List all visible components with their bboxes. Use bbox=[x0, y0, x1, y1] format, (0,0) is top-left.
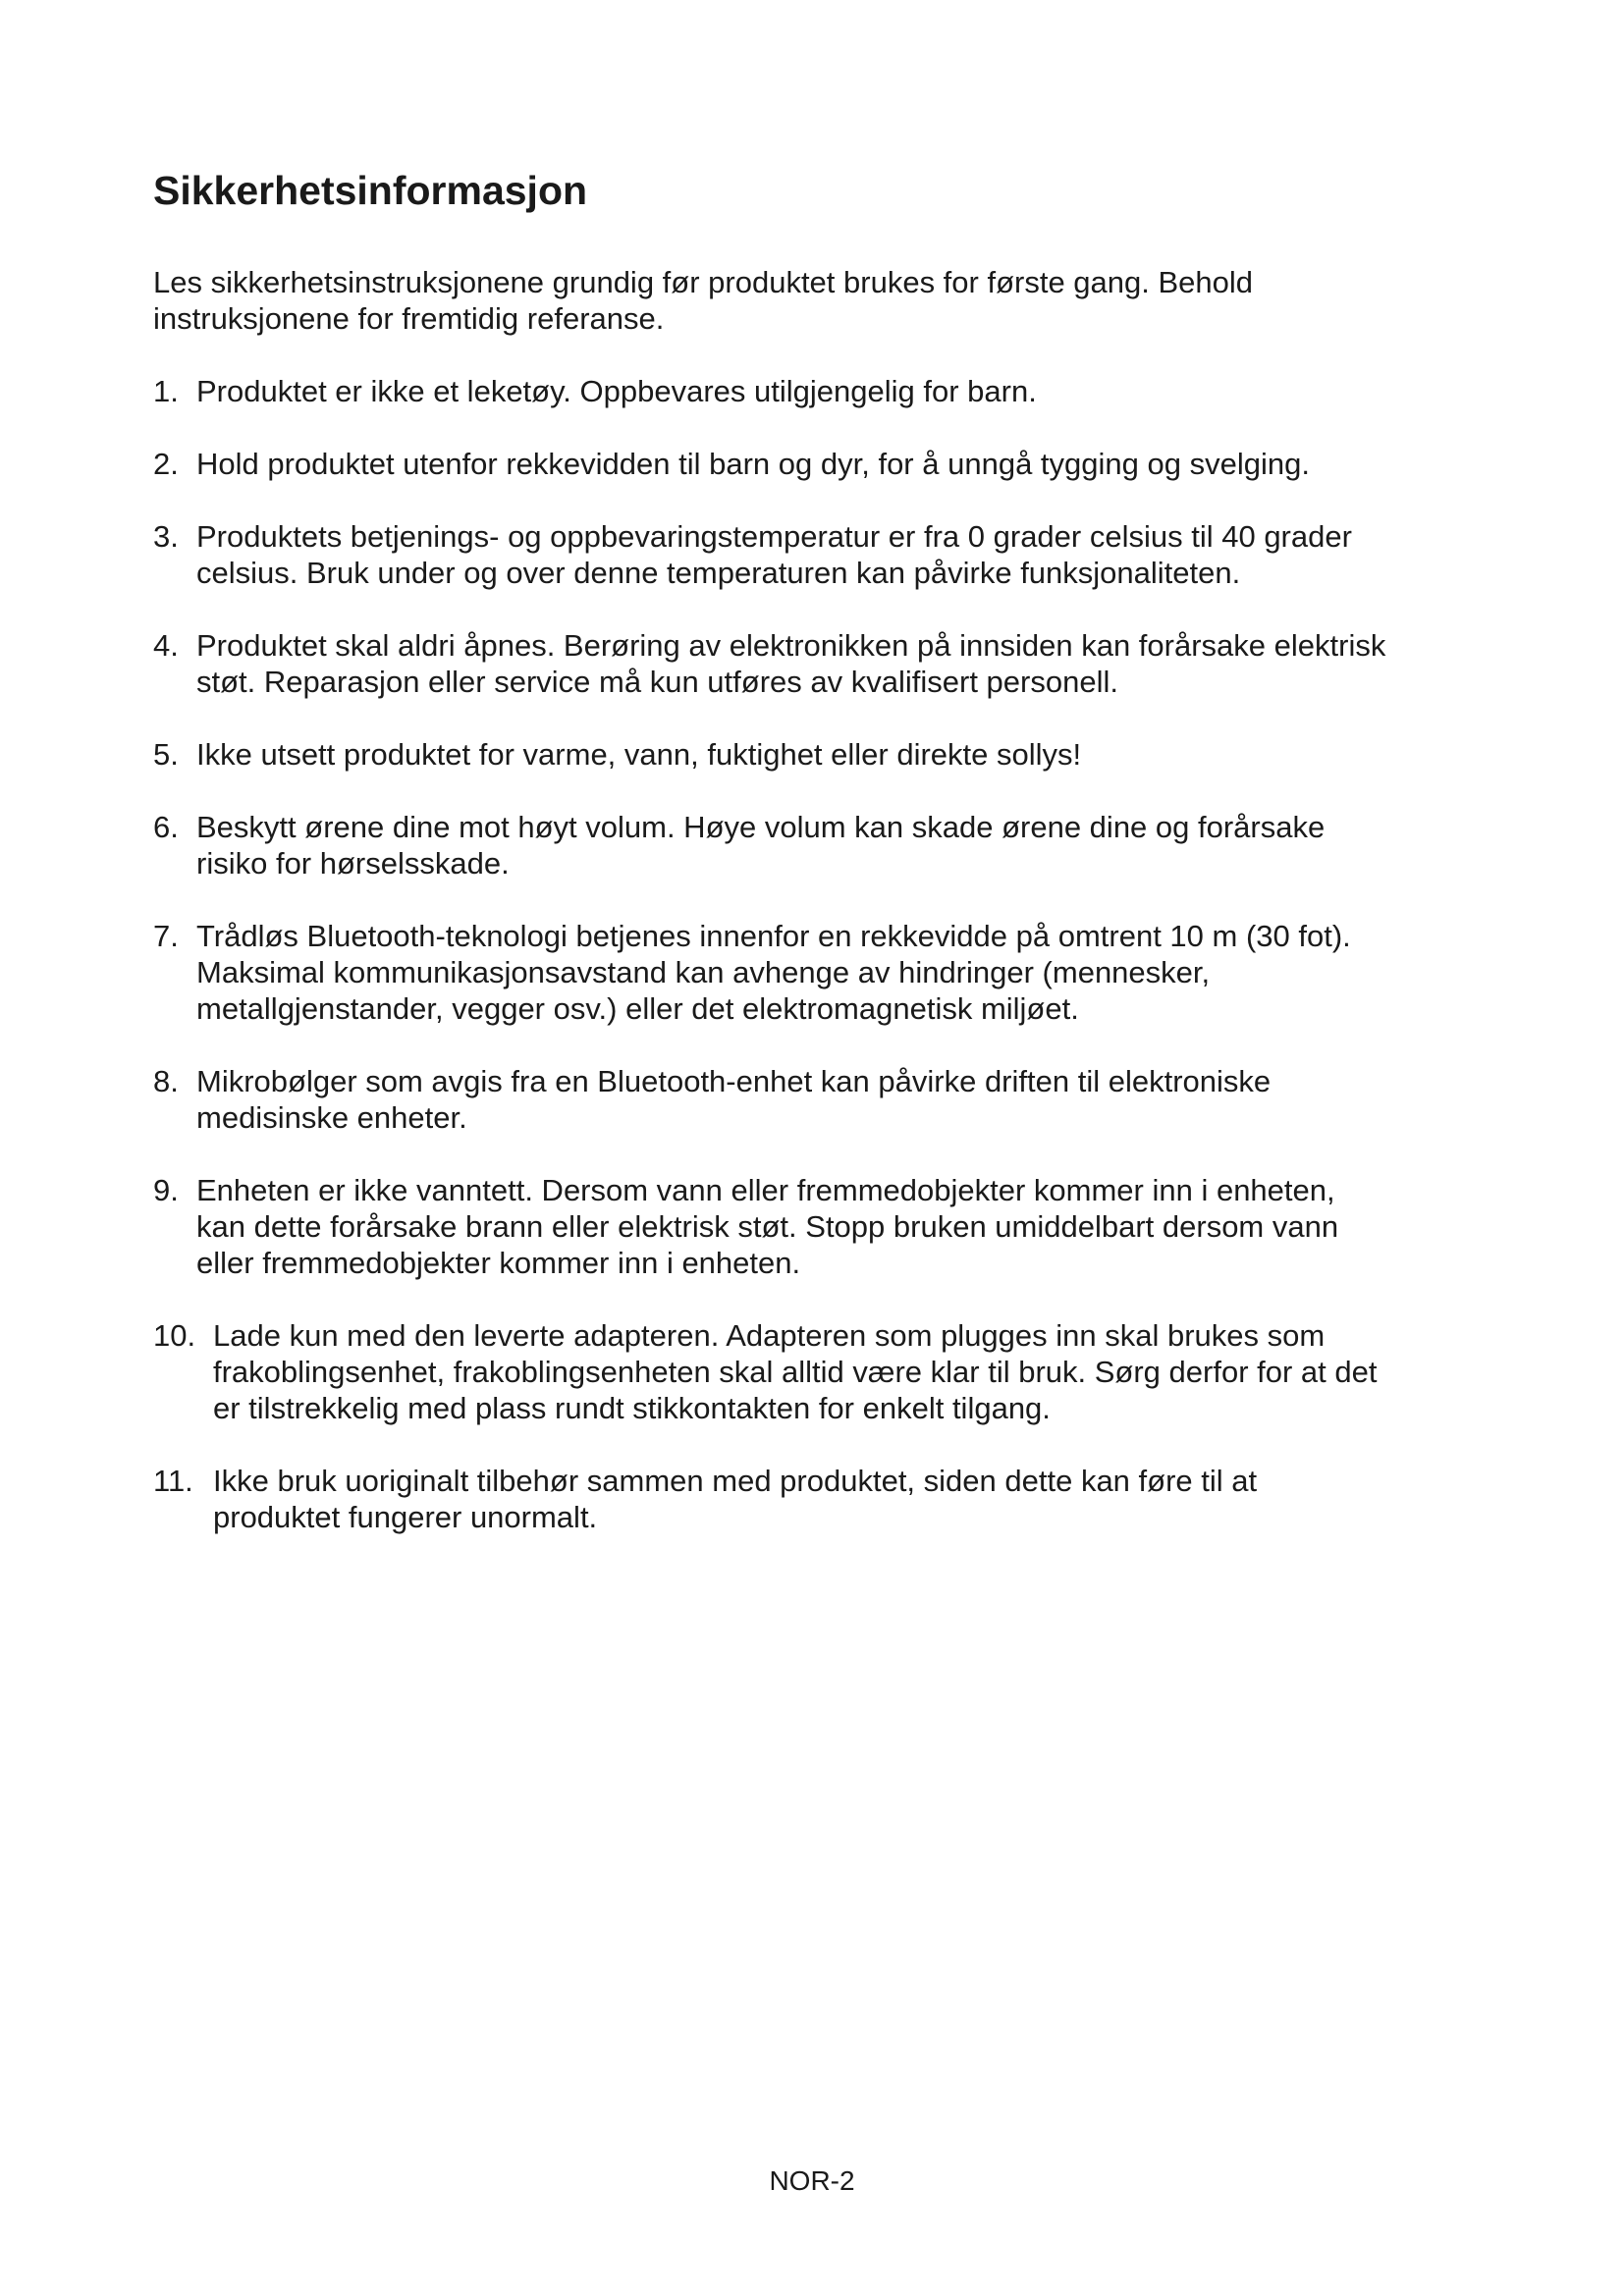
list-item-text: Produktet skal aldri åpnes. Berøring av elektronikken på innsiden kan forårsake elektrisk støt. Reparasjon eller service må kun utføres av kvalifisert personell. bbox=[196, 628, 1386, 700]
intro-paragraph: Les sikkerhetsinstruksjonene grundig før produktet brukes for første gang. Behold instruksjonene for fremtidig referanse. bbox=[153, 265, 1254, 337]
list-item-number: 5. bbox=[153, 737, 179, 773]
list-item bbox=[153, 373, 1390, 409]
list-item-number: 11. bbox=[153, 1464, 193, 1499]
list-item bbox=[153, 1463, 1390, 1535]
list-item-number: 10. bbox=[153, 1318, 196, 1354]
list-item-number: 3. bbox=[153, 519, 179, 555]
list-item-number: 8. bbox=[153, 1064, 179, 1099]
list-item-number: 6. bbox=[153, 810, 179, 845]
list-item-number: 2. bbox=[153, 447, 179, 482]
page-number: NOR-2 bbox=[769, 2165, 855, 2196]
list-item-text: Ikke utsett produktet for varme, vann, fuktighet eller direkte sollys! bbox=[196, 737, 1082, 773]
list-item bbox=[153, 1172, 1390, 1281]
list-item-number: 9. bbox=[153, 1173, 179, 1208]
document-content bbox=[153, 169, 1390, 1572]
list-item-text: Lade kun med den leverte adapteren. Adapteren som plugges inn skal brukes som frakoblingsenhet, frakoblingsenheten skal alltid være klar til bruk. Sørg derfor for at det er tilstrekkelig med plass rundt stikkontakten for enkelt tilgang. bbox=[213, 1318, 1378, 1426]
list-item-text: Beskytt ørene dine mot høyt volum. Høye volum kan skade ørene dine og forårsake risiko for hørselsskade. bbox=[196, 810, 1326, 881]
list-item-text: Ikke bruk uoriginalt tilbehør sammen med produktet, siden dette kan føre til at produktet fungerer unormalt. bbox=[213, 1464, 1258, 1535]
list-item-text: Trådløs Bluetooth-teknologi betjenes innenfor en rekkevidde på omtrent 10 m (30 fot). Maksimal kommunikasjonsavstand kan avhenge av hindringer (mennesker, metallgjenstander, vegger osv.) eller det elektromagnetisk miljøet. bbox=[196, 919, 1351, 1027]
list-item bbox=[153, 518, 1390, 591]
list-item bbox=[153, 736, 1390, 773]
list-item bbox=[153, 627, 1390, 700]
list-item-text: Produktets betjenings- og oppbevaringstemperatur er fra 0 grader celsius til 40 grader celsius. Bruk under og over denne temperaturen kan påvirke funksjonaliteten. bbox=[196, 519, 1352, 591]
list-item-number: 4. bbox=[153, 628, 179, 664]
list-item bbox=[153, 809, 1390, 881]
list-item-text: Enheten er ikke vanntett. Dersom vann eller fremmedobjekter kommer inn i enheten, kan dette forårsake brann eller elektrisk støt. Stopp bruken umiddelbart dersom vann eller fremmedobjekter kommer inn i enheten. bbox=[196, 1173, 1339, 1281]
list-item bbox=[153, 1317, 1390, 1426]
list-item bbox=[153, 918, 1390, 1027]
list-item-text: Mikrobølger som avgis fra en Bluetooth-enhet kan påvirke driften til elektroniske medisinske enheter. bbox=[196, 1064, 1272, 1136]
list-item-text: Hold produktet utenfor rekkevidden til barn og dyr, for å unngå tygging og svelging. bbox=[196, 447, 1310, 482]
list-item bbox=[153, 1063, 1390, 1136]
list-item-text: Produktet er ikke et leketøy. Oppbevares utilgjengelig for barn. bbox=[196, 374, 1037, 409]
list-item-number: 1. bbox=[153, 374, 179, 409]
safety-list bbox=[153, 373, 1390, 1535]
list-item bbox=[153, 446, 1390, 482]
list-item-number: 7. bbox=[153, 919, 179, 954]
page-title: Sikkerhetsinformasjon bbox=[153, 168, 588, 213]
